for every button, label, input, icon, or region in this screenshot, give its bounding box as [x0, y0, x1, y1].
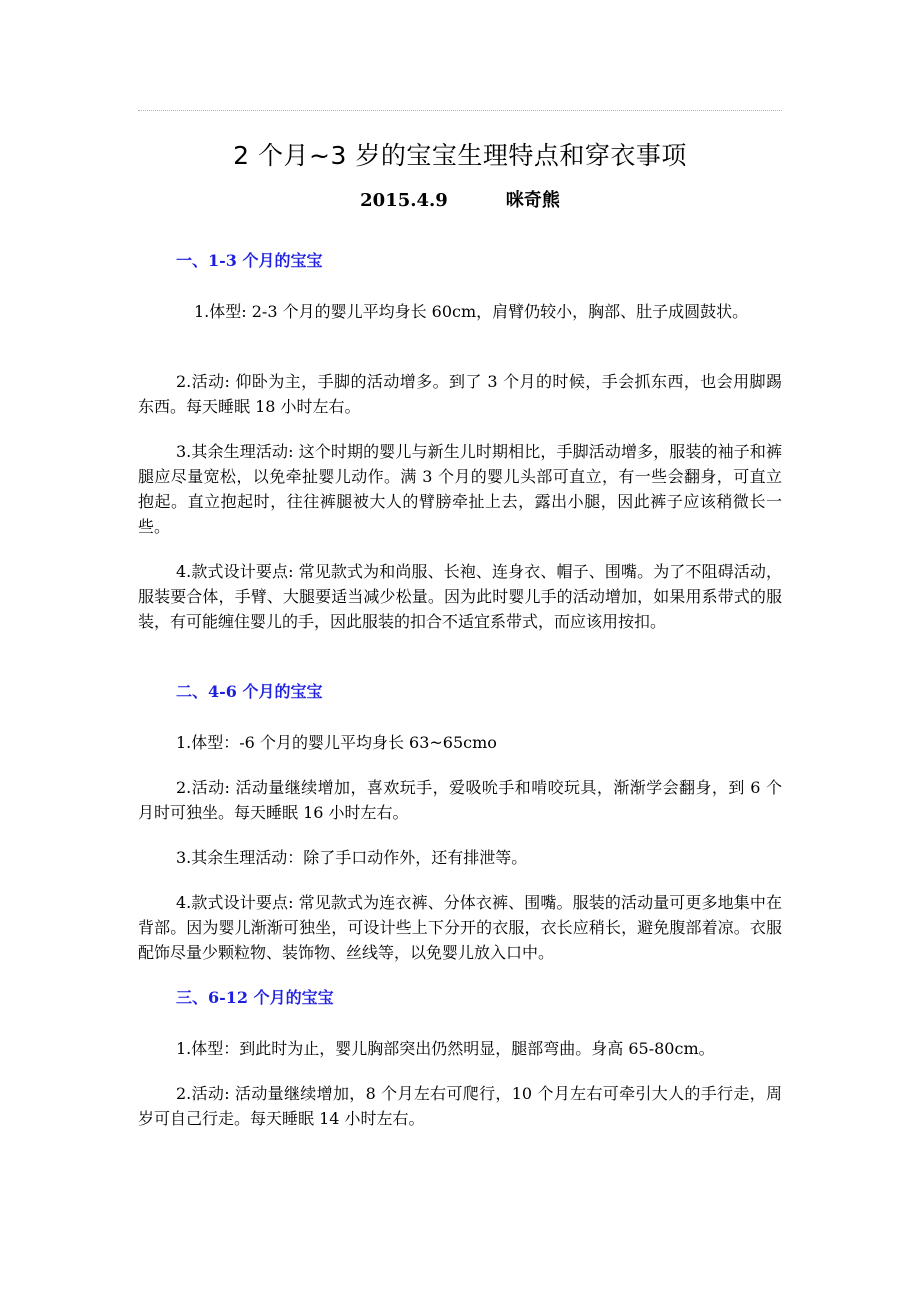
paragraph: 3.其余生理活动：除了手口动作外，还有排泄等。	[176, 848, 528, 867]
top-divider	[138, 110, 782, 111]
document-author: 咪奇熊	[505, 190, 560, 211]
document-title: 2 个月~3 岁的宝宝生理特点和穿衣事项	[233, 141, 687, 170]
paragraph: 4.款式设计要点: 常见款式为连衣裤、分体衣裤、围嘴。服装的活动量可更多地集中在背部。因为婴儿渐渐可独坐，可设计些上下分开的衣服，衣长应稍长，避免腹部着凉。衣服配饰尽量少颗粒物、装饰物、丝线等，以免婴儿放入口中。	[138, 893, 782, 962]
paragraph: 2.活动: 仰卧为主，手脚的活动增多。到了 3 个月的时候，手会抓东西，也会用脚踢东西。每天睡眠 18 小时左右。	[138, 372, 782, 416]
byline	[138, 186, 782, 216]
section-heading: 二、4-6 个月的宝宝	[176, 682, 323, 701]
paragraph: 4.款式设计要点: 常见款式为和尚服、长袍、连身衣、帽子、围嘴。为了不阻碍活动，服装要合体，手臂、大腿要适当减少松量。因为此时婴儿手的活动增加，如果用系带式的服装，有可能缠住婴儿的手，因此服装的扣合不适宜系带式，而应该用按扣。	[138, 562, 782, 631]
paragraph: 2.活动: 活动量继续增加，8 个月左右可爬行，10 个月左右可牵引大人的手行走，周岁可自己行走。每天睡眠 14 小时左右。	[138, 1084, 782, 1128]
paragraph: 1.体型: 2-3 个月的婴儿平均身长 60cm，肩臂仍较小，胸部、肚子成圆鼓状。	[194, 302, 749, 321]
section-heading: 一、1-3 个月的宝宝	[176, 251, 323, 270]
paragraph: 1.体型：到此时为止，婴儿胸部突出仍然明显，腿部弯曲。身高 65-80cm。	[176, 1039, 715, 1058]
document-body	[138, 248, 782, 1151]
paragraph: 3.其余生理活动: 这个时期的婴儿与新生儿时期相比，手脚活动增多，服装的袖子和裤腿应尽量宽松，以免牵扯婴儿动作。满 3 个月的婴儿头部可直立，有一些会翻身，可直立抱起。直立抱起时，往往裤腿被大人的臂膀牵扯上去，露出小腿，因此裤子应该稍微长一些。	[138, 442, 782, 536]
section-heading: 三、6-12 个月的宝宝	[176, 988, 334, 1007]
document-date: 2015.4.9	[360, 190, 448, 211]
paragraph: 2.活动: 活动量继续增加，喜欢玩手，爱吸吮手和啃咬玩具，渐渐学会翻身，到 6 个月时可独坐。每天睡眠 16 小时左右。	[138, 778, 782, 822]
paragraph: 1.体型：-6 个月的婴儿平均身长 63~65cmo	[176, 733, 497, 752]
